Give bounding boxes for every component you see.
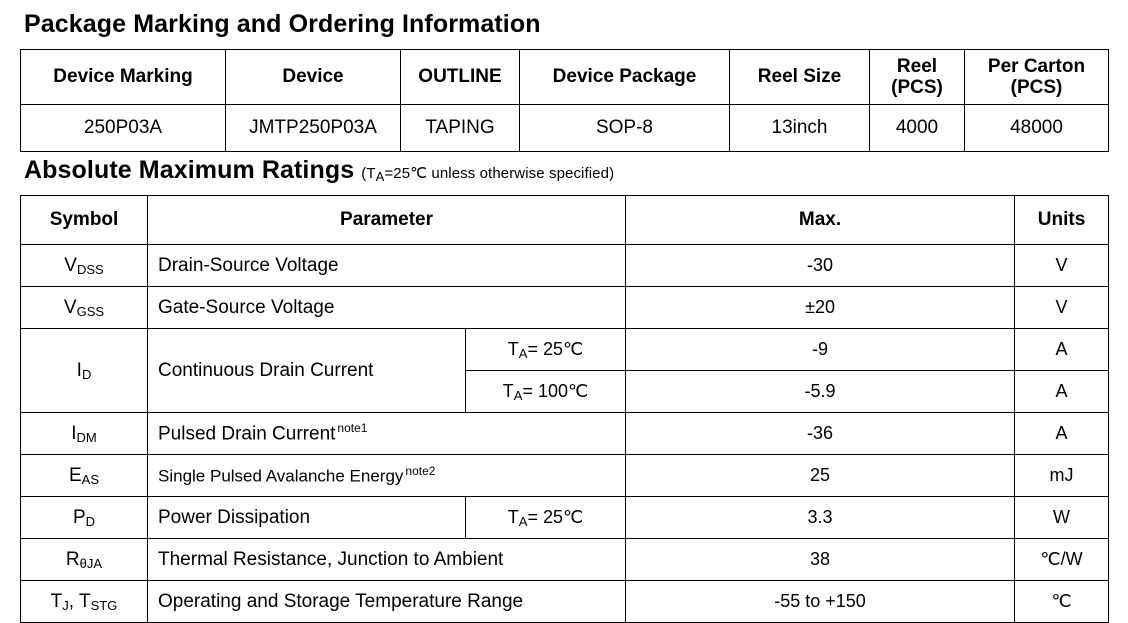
condition-pre: T (507, 507, 519, 527)
symbol-sub: θJA (79, 555, 103, 571)
condition-sub: A (518, 514, 528, 529)
col-max: Max. (626, 196, 1015, 245)
condition-post: = 25℃ (527, 507, 584, 527)
symbol-sub: GSS (76, 303, 105, 319)
cell-parameter: Thermal Resistance, Junction to Ambient (148, 539, 626, 581)
ratings-title-condition (361, 165, 614, 182)
symbol-base: I (76, 359, 82, 381)
cell-symbol (21, 413, 148, 455)
cell-parameter: Operating and Storage Temperature Range (148, 581, 626, 623)
symbol-sub: AS (81, 471, 100, 487)
cell-units: V (1015, 245, 1109, 287)
symbol-sub2: STG (90, 597, 118, 613)
condition-pre: T (502, 381, 514, 401)
cell-max: -55 to +150 (626, 581, 1015, 623)
cell-units: ℃/W (1015, 539, 1109, 581)
cell-device-marking: 250P03A (21, 105, 226, 152)
cell-symbol (21, 539, 148, 581)
cell-symbol (21, 497, 148, 539)
table-row (21, 455, 1109, 497)
table-row (21, 245, 1109, 287)
parameter-text: Single Pulsed Avalanche Energy (158, 466, 404, 486)
cell-reel-pcs: 4000 (870, 105, 965, 152)
ordering-information-table (20, 49, 1109, 152)
cell-parameter: Gate-Source Voltage (148, 287, 626, 329)
col-per-carton-line1: Per Carton (987, 55, 1086, 77)
table-row (21, 329, 1109, 371)
cell-symbol (21, 455, 148, 497)
col-parameter: Parameter (148, 196, 626, 245)
ordering-section-title (24, 10, 1108, 39)
col-reel-pcs-line2: (PCS) (891, 77, 943, 98)
col-device: Device (226, 50, 401, 105)
symbol-mid: , T (68, 590, 91, 612)
table-row (21, 581, 1109, 623)
table-row (21, 539, 1109, 581)
col-device-package: Device Package (520, 50, 730, 105)
cell-parameter: Power Dissipation (148, 497, 466, 539)
symbol-base: V (63, 296, 77, 318)
cell-units: W (1015, 497, 1109, 539)
table-header-row (21, 50, 1109, 105)
table-row (21, 287, 1109, 329)
cell-parameter: Continuous Drain Current (148, 329, 466, 413)
footnote-ref: note1 (337, 421, 368, 436)
cell-max: -36 (626, 413, 1015, 455)
cell-max: 25 (626, 455, 1015, 497)
table-row (21, 413, 1109, 455)
symbol-base: R (65, 548, 80, 570)
cell-units: A (1015, 329, 1109, 371)
cell-units: A (1015, 413, 1109, 455)
table-row (21, 105, 1109, 152)
cell-units: V (1015, 287, 1109, 329)
condition-sub: A (518, 346, 528, 361)
cell-parameter: Drain-Source Voltage (148, 245, 626, 287)
col-units: Units (1015, 196, 1109, 245)
symbol-base: I (71, 422, 77, 444)
col-symbol: Symbol (21, 196, 148, 245)
cell-units: A (1015, 371, 1109, 413)
symbol-base: V (64, 254, 77, 276)
condition-pre: T (507, 339, 519, 359)
cell-per-carton-pcs: 48000 (965, 105, 1109, 152)
absolute-maximum-ratings-table (20, 195, 1109, 623)
col-device-marking: Device Marking (21, 50, 226, 105)
cell-max: -9 (626, 329, 1015, 371)
parameter-text: Pulsed Drain Current (158, 423, 336, 445)
cell-units: ℃ (1015, 581, 1109, 623)
col-per-carton-line2: (PCS) (1010, 77, 1063, 98)
symbol-base: P (72, 506, 86, 528)
cell-condition (466, 497, 626, 539)
cell-reel-size: 13inch (730, 105, 870, 152)
cell-symbol (21, 245, 148, 287)
cell-max: ±20 (626, 287, 1015, 329)
symbol-base: T (50, 590, 63, 612)
cell-condition (466, 329, 626, 371)
symbol-sub: D (81, 366, 92, 382)
cell-device: JMTP250P03A (226, 105, 401, 152)
symbol-sub: DM (76, 429, 97, 445)
ratings-title-text: Absolute Maximum Ratings (24, 156, 355, 184)
cond-pre: (T (361, 165, 376, 182)
cell-condition (466, 371, 626, 413)
table-header-row (21, 196, 1109, 245)
cell-outline: TAPING (401, 105, 520, 152)
footnote-ref: note2 (405, 464, 436, 479)
symbol-sub: D (85, 513, 96, 529)
symbol-sub: DSS (76, 261, 104, 277)
cell-symbol (21, 581, 148, 623)
cell-max: 38 (626, 539, 1015, 581)
condition-post: = 25℃ (527, 339, 584, 359)
col-reel-pcs (870, 50, 965, 105)
symbol-sub: J (62, 597, 69, 613)
ratings-section-title (24, 156, 1108, 185)
condition-post: = 100℃ (522, 381, 589, 401)
condition-sub: A (513, 388, 523, 403)
col-outline: OUTLINE (401, 50, 520, 105)
cell-units: mJ (1015, 455, 1109, 497)
cell-max: -5.9 (626, 371, 1015, 413)
cell-symbol (21, 287, 148, 329)
symbol-base: E (68, 464, 82, 486)
col-per-carton-pcs (965, 50, 1109, 105)
ordering-title-text: Package Marking and Ordering Information (24, 10, 541, 38)
table-row (21, 497, 1109, 539)
cell-parameter (148, 413, 626, 455)
cond-post: =25℃ unless otherwise specified) (384, 165, 615, 182)
cond-sub: A (375, 169, 385, 184)
cell-device-package: SOP-8 (520, 105, 730, 152)
cell-symbol (21, 329, 148, 413)
cell-max: 3.3 (626, 497, 1015, 539)
cell-max: -30 (626, 245, 1015, 287)
col-reel-size: Reel Size (730, 50, 870, 105)
cell-parameter (148, 455, 626, 497)
col-reel-pcs-line1: Reel (896, 55, 938, 77)
